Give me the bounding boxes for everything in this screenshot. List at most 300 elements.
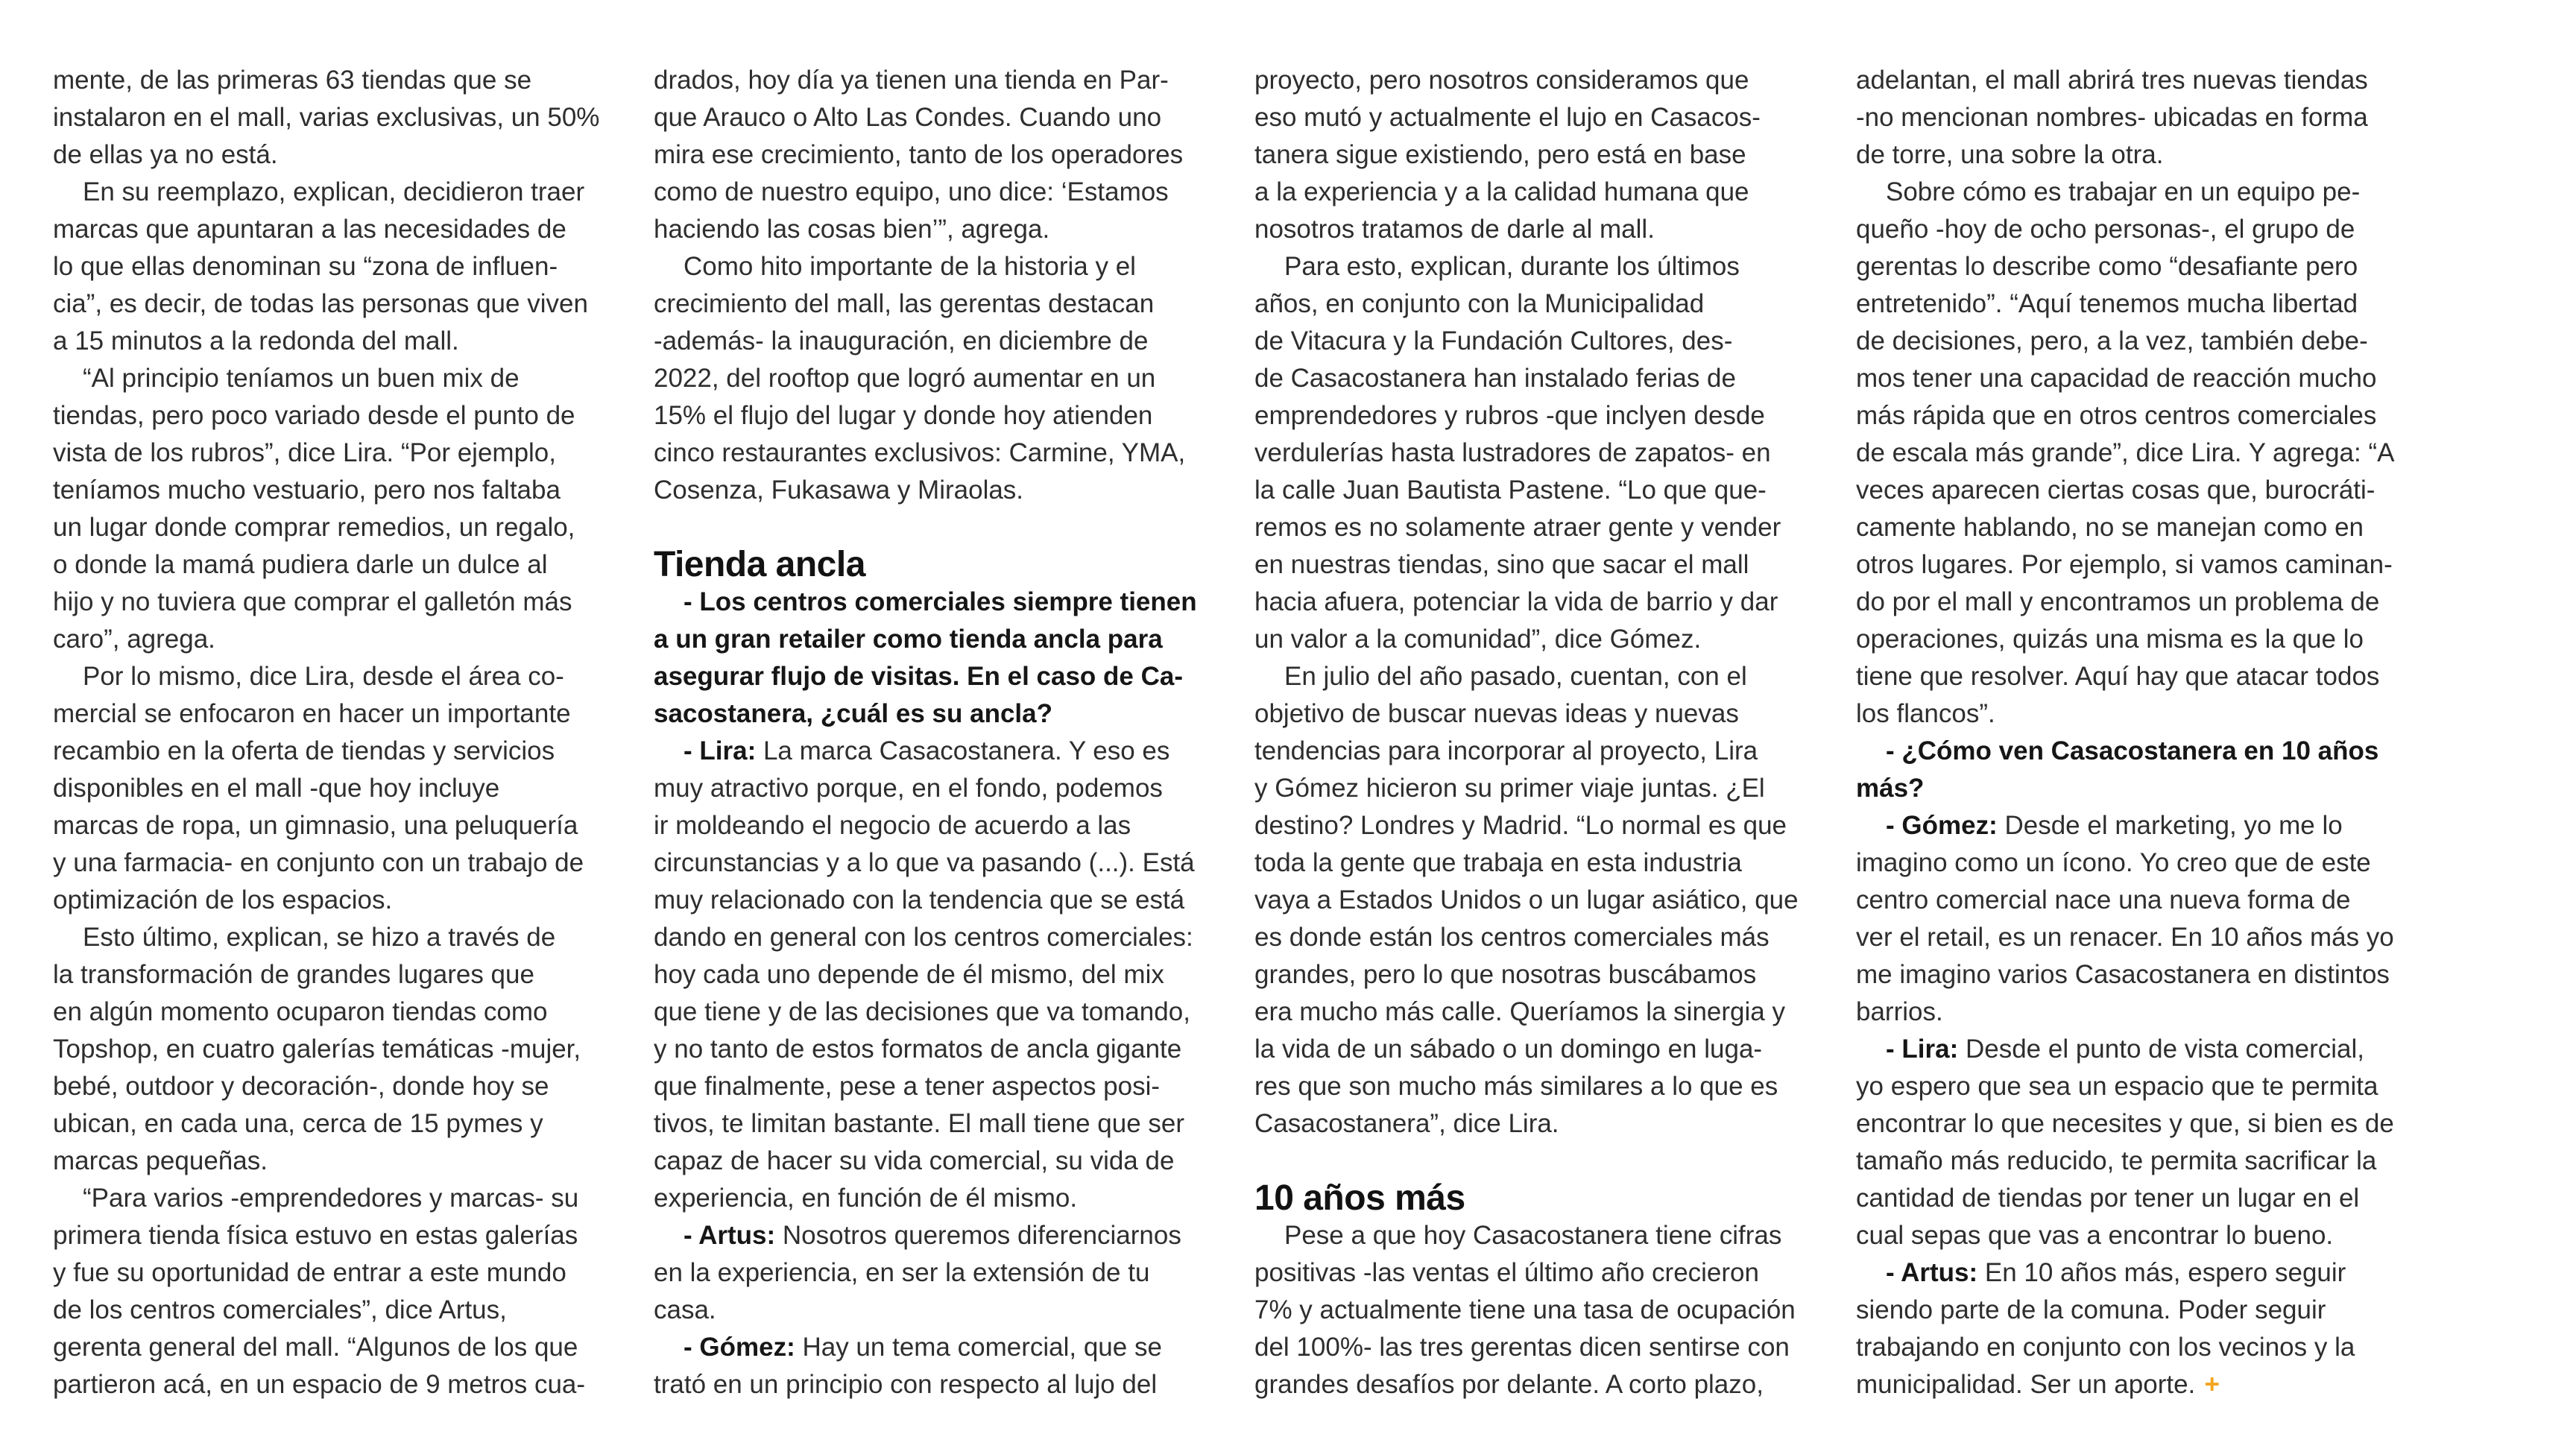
line-text: un valor a la comunidad”, dice Gómez. bbox=[1254, 625, 1702, 654]
text-line bbox=[53, 1366, 619, 1403]
text-line bbox=[1856, 435, 2422, 472]
text-line bbox=[53, 360, 619, 397]
line-text: y fue su oportunidad de entrar a este mundo bbox=[53, 1258, 566, 1287]
line-text: muy atractivo porque, en el fondo, podemos bbox=[654, 774, 1163, 803]
line-text: nosotros tratamos de darle al mall. bbox=[1254, 215, 1655, 244]
line-text: siendo parte de la comuna. Poder seguir bbox=[1856, 1295, 2326, 1324]
text-line bbox=[1254, 174, 1821, 211]
text-line bbox=[1254, 99, 1821, 136]
line-text: asegurar flujo de visitas. En el caso de Ca- bbox=[654, 662, 1183, 691]
section-heading: 10 años más bbox=[1254, 1178, 1465, 1218]
text-line bbox=[1856, 994, 2422, 1031]
paragraph bbox=[53, 62, 619, 174]
line-text: tiendas, pero poco variado desde el punto de bbox=[53, 401, 575, 430]
line-text: “Para varios -emprendedores y marcas- su bbox=[83, 1184, 579, 1213]
line-text: los flancos”. bbox=[1856, 699, 1995, 728]
line-text: era mucho más calle. Queríamos la sinergia y bbox=[1254, 997, 1785, 1026]
line-text: la transformación de grandes lugares que bbox=[53, 960, 534, 989]
text-line bbox=[1254, 546, 1821, 584]
speaker-label: - Lira: bbox=[684, 736, 757, 765]
text-line bbox=[53, 62, 619, 99]
line-text: tendencias para incorporar al proyecto, Lira bbox=[1254, 736, 1758, 765]
text-line bbox=[1856, 1292, 2422, 1329]
interview-answer bbox=[654, 1217, 1220, 1329]
text-line bbox=[1254, 285, 1821, 323]
speaker-label: - Gómez: bbox=[684, 1333, 795, 1362]
line-text: remos es no solamente atraer gente y vender bbox=[1254, 513, 1781, 542]
text-line bbox=[1856, 62, 2422, 99]
line-text: hoy cada uno depende de él mismo, del mix bbox=[654, 960, 1164, 989]
article-column-1 bbox=[53, 62, 619, 1403]
line-text: de decisiones, pero, a la vez, también debe- bbox=[1856, 326, 2368, 356]
line-text: ir moldeando el negocio de acuerdo a las bbox=[654, 811, 1131, 840]
text-line bbox=[53, 994, 619, 1031]
line-text: destino? Londres y Madrid. “Lo normal es que bbox=[1254, 811, 1787, 840]
text-line bbox=[1254, 1329, 1821, 1366]
line-text: centro comercial nace una nueva forma de bbox=[1856, 885, 2351, 915]
line-text: optimización de los espacios. bbox=[53, 885, 393, 915]
text-line bbox=[654, 844, 1220, 882]
line-text: vaya a Estados Unidos o un lugar asiático, que bbox=[1254, 885, 1799, 915]
interview-answer bbox=[1856, 1031, 2422, 1254]
text-line bbox=[654, 1180, 1220, 1217]
line-text: municipalidad. Ser un aporte. bbox=[1856, 1370, 2196, 1399]
text-line bbox=[1254, 956, 1821, 994]
text-line bbox=[1856, 509, 2422, 546]
text-line bbox=[1254, 509, 1821, 546]
paragraph bbox=[53, 174, 619, 360]
text-line bbox=[1856, 1366, 2422, 1403]
line-text: años, en conjunto con la Municipalidad bbox=[1254, 289, 1705, 318]
speaker-label: - Gómez: bbox=[1886, 811, 1998, 840]
line-text: tivos, te limitan bastante. El mall tiene que ser bbox=[654, 1109, 1185, 1138]
line-text: drados, hoy día ya tienen una tienda en Par- bbox=[654, 66, 1169, 95]
paragraph bbox=[1856, 62, 2422, 174]
line-text: 2022, del rooftop que logró aumentar en un bbox=[654, 364, 1156, 393]
line-text: Para esto, explican, durante los últimos bbox=[1284, 252, 1740, 281]
line-text: grandes desafíos por delante. A corto plazo, bbox=[1254, 1370, 1764, 1399]
text-line bbox=[1254, 882, 1821, 919]
text-line bbox=[654, 1105, 1220, 1143]
text-line bbox=[654, 248, 1220, 285]
text-line bbox=[654, 1292, 1220, 1329]
text-line bbox=[654, 1031, 1220, 1068]
paragraph bbox=[1254, 658, 1821, 1143]
line-text: Desde el punto de vista comercial, bbox=[1965, 1035, 2364, 1064]
paragraph bbox=[53, 1180, 619, 1403]
line-text: bebé, outdoor y decoración-, donde hoy se bbox=[53, 1072, 549, 1101]
line-text: Por lo mismo, dice Lira, desde el área co- bbox=[83, 662, 564, 691]
line-text: instalaron en el mall, varias exclusivas, un 50% bbox=[53, 103, 600, 132]
line-text: verdulerías hasta lustradores de zapatos- en bbox=[1254, 438, 1771, 467]
text-line bbox=[1856, 956, 2422, 994]
line-text: positivas -las ventas el último año crecieron bbox=[1254, 1258, 1759, 1287]
text-line bbox=[1254, 211, 1821, 248]
line-text: toda la gente que trabaja en esta industria bbox=[1254, 848, 1742, 877]
text-line bbox=[53, 472, 619, 509]
line-text: imagino como un ícono. Yo creo que de este bbox=[1856, 848, 2371, 877]
line-text: Hay un tema comercial, que se bbox=[802, 1333, 1162, 1362]
line-text: 7% y actualmente tiene una tasa de ocupación bbox=[1254, 1295, 1796, 1324]
line-text: La marca Casacostanera. Y eso es bbox=[763, 736, 1170, 765]
text-line bbox=[654, 1217, 1220, 1254]
text-line bbox=[53, 807, 619, 844]
text-line bbox=[1254, 360, 1821, 397]
paragraph bbox=[53, 360, 619, 658]
text-line bbox=[1856, 248, 2422, 285]
line-text: a la experiencia y a la calidad humana que bbox=[1254, 177, 1749, 206]
text-line bbox=[53, 584, 619, 621]
line-text: Esto último, explican, se hizo a través de bbox=[83, 923, 556, 952]
text-line bbox=[1254, 472, 1821, 509]
text-line bbox=[53, 1031, 619, 1068]
text-line bbox=[1856, 844, 2422, 882]
line-text: mos tener una capacidad de reacción mucho bbox=[1856, 364, 2377, 393]
line-text: mente, de las primeras 63 tiendas que se bbox=[53, 66, 532, 95]
text-line bbox=[654, 1254, 1220, 1292]
line-text: es donde están los centros comerciales más bbox=[1254, 923, 1770, 952]
line-text: cual sepas que vas a encontrar lo bueno. bbox=[1856, 1221, 2334, 1250]
line-text: mira ese crecimiento, tanto de los operadores bbox=[654, 140, 1184, 169]
line-text: Topshop, en cuatro galerías temáticas -mujer, bbox=[53, 1035, 581, 1064]
text-line bbox=[654, 360, 1220, 397]
text-line bbox=[1856, 285, 2422, 323]
line-text: disponibles en el mall -que hoy incluye bbox=[53, 774, 500, 803]
text-line bbox=[654, 323, 1220, 360]
text-line bbox=[654, 919, 1220, 956]
paragraph bbox=[654, 248, 1220, 509]
line-text: res que son mucho más similares a lo que es bbox=[1254, 1072, 1778, 1101]
line-text: objetivo de buscar nuevas ideas y nuevas bbox=[1254, 699, 1739, 728]
text-line bbox=[1856, 360, 2422, 397]
line-text: de los centros comerciales”, dice Artus, bbox=[53, 1295, 507, 1324]
text-line bbox=[53, 1143, 619, 1180]
line-text: a 15 minutos a la redonda del mall. bbox=[53, 326, 459, 356]
line-text: barrios. bbox=[1856, 997, 1943, 1026]
text-line bbox=[53, 397, 619, 435]
paragraph bbox=[53, 919, 619, 1180]
text-line bbox=[53, 621, 619, 658]
line-text: Nosotros queremos diferenciarnos bbox=[782, 1221, 1181, 1250]
line-text: crecimiento del mall, las gerentas destacan bbox=[654, 289, 1155, 318]
speaker-label: - Lira: bbox=[1886, 1035, 1959, 1064]
text-line bbox=[1856, 621, 2422, 658]
text-line bbox=[53, 1329, 619, 1366]
line-text: camente hablando, no se manejan como en bbox=[1856, 513, 2364, 542]
text-line bbox=[1254, 658, 1821, 695]
text-line bbox=[53, 1068, 619, 1105]
line-text: y no tanto de estos formatos de ancla gigante bbox=[654, 1035, 1182, 1064]
line-text: 15% el flujo del lugar y donde hoy atienden bbox=[654, 401, 1153, 430]
line-text: tamaño más reducido, te permita sacrificar la bbox=[1856, 1146, 2377, 1175]
line-text: la calle Juan Bautista Pastene. “Lo que que- bbox=[1254, 476, 1767, 505]
text-line bbox=[1856, 211, 2422, 248]
line-text: partieron acá, en un espacio de 9 metros cua- bbox=[53, 1370, 586, 1399]
line-text: haciendo las cosas bien’”, agrega. bbox=[654, 215, 1050, 244]
line-text: gerenta general del mall. “Algunos de los que bbox=[53, 1333, 578, 1362]
line-text: En julio del año pasado, cuentan, con el bbox=[1284, 662, 1747, 691]
line-text: recambio en la oferta de tiendas y servicios bbox=[53, 736, 555, 765]
text-line bbox=[1856, 919, 2422, 956]
text-line bbox=[654, 695, 1220, 733]
text-line bbox=[53, 919, 619, 956]
text-line bbox=[1254, 248, 1821, 285]
interview-answer bbox=[1856, 1254, 2422, 1403]
line-text: teníamos mucho vestuario, pero nos faltaba bbox=[53, 476, 561, 505]
line-text: ubican, en cada una, cerca de 15 pymes y bbox=[53, 1109, 543, 1138]
text-line bbox=[1856, 1180, 2422, 1217]
text-line bbox=[1856, 584, 2422, 621]
text-line bbox=[1856, 1143, 2422, 1180]
text-line bbox=[1856, 658, 2422, 695]
text-line bbox=[1254, 584, 1821, 621]
line-text: lo que ellas denominan su “zona de influen- bbox=[53, 252, 558, 281]
text-line bbox=[1856, 1329, 2422, 1366]
text-line bbox=[1856, 1031, 2422, 1068]
text-line bbox=[654, 770, 1220, 807]
text-line bbox=[1254, 994, 1821, 1031]
text-line bbox=[1856, 695, 2422, 733]
text-line bbox=[654, 435, 1220, 472]
line-text: caro”, agrega. bbox=[53, 625, 215, 654]
text-line bbox=[53, 770, 619, 807]
interview-question bbox=[1856, 733, 2422, 807]
text-line bbox=[53, 1105, 619, 1143]
section-heading: Tienda ancla bbox=[654, 545, 865, 584]
line-text: como de nuestro equipo, uno dice: ‘Estamos bbox=[654, 177, 1169, 206]
line-text: en nuestras tiendas, sino que sacar el mall bbox=[1254, 550, 1749, 579]
line-text: un lugar donde comprar remedios, un regalo, bbox=[53, 513, 575, 542]
line-text: grandes, pero lo que nosotras buscábamos bbox=[1254, 960, 1757, 989]
line-text: cantidad de tiendas por tener un lugar en el bbox=[1856, 1184, 2360, 1213]
interview-question bbox=[654, 584, 1220, 733]
line-text: En 10 años más, espero seguir bbox=[1984, 1258, 2346, 1287]
line-text: en la experiencia, en ser la extensión de tu bbox=[654, 1258, 1150, 1287]
line-text: -no mencionan nombres- ubicadas en forma bbox=[1856, 103, 2368, 132]
text-line bbox=[1254, 62, 1821, 99]
line-text: - Los centros comerciales siempre tienen bbox=[684, 587, 1197, 616]
line-text: entretenido”. “Aquí tenemos mucha libertad bbox=[1856, 289, 2358, 318]
text-line bbox=[654, 472, 1220, 509]
paragraph bbox=[1254, 248, 1821, 658]
line-text: En su reemplazo, explican, decidieron traer bbox=[83, 177, 585, 206]
line-text: hacia afuera, potenciar la vida de barrio y dar bbox=[1254, 587, 1778, 616]
line-text: Cosenza, Fukasawa y Miraolas. bbox=[654, 476, 1024, 505]
text-line bbox=[53, 248, 619, 285]
line-text: de Vitacura y la Fundación Cultores, des- bbox=[1254, 326, 1733, 356]
text-line bbox=[53, 733, 619, 770]
line-text: más rápida que en otros centros comerciales bbox=[1856, 401, 2377, 430]
line-text: “Al principio teníamos un buen mix de bbox=[83, 364, 520, 393]
speaker-label: - Artus: bbox=[684, 1221, 776, 1250]
line-text: trató en un principio con respecto al lujo del bbox=[654, 1370, 1158, 1399]
line-text: muy relacionado con la tendencia que se está bbox=[654, 885, 1185, 915]
line-text: trabajando en conjunto con los vecinos y la bbox=[1856, 1333, 2355, 1362]
text-line bbox=[654, 285, 1220, 323]
text-line bbox=[53, 1180, 619, 1217]
speaker-label: - Artus: bbox=[1886, 1258, 1978, 1287]
line-text: ver el retail, es un renacer. En 10 años más yo bbox=[1856, 923, 2394, 952]
text-line bbox=[53, 546, 619, 584]
line-text: do por el mall y encontramos un problema de bbox=[1856, 587, 2380, 616]
text-line bbox=[654, 211, 1220, 248]
line-text: en algún momento ocuparon tiendas como bbox=[53, 997, 548, 1026]
line-text: marcas que apuntaran a las necesidades de bbox=[53, 215, 566, 244]
text-line bbox=[1254, 1105, 1821, 1143]
line-text: emprendedores y rubros -que inclyen desde bbox=[1254, 401, 1765, 430]
line-text: de escala más grande”, dice Lira. Y agrega: “A bbox=[1856, 438, 2395, 467]
text-line bbox=[1254, 844, 1821, 882]
line-text: circunstancias y a lo que va pasando (...). Está bbox=[654, 848, 1195, 877]
text-line bbox=[1856, 733, 2422, 770]
text-line bbox=[654, 1366, 1220, 1403]
text-line bbox=[53, 136, 619, 174]
text-line bbox=[654, 882, 1220, 919]
text-line bbox=[53, 323, 619, 360]
line-text: hijo y no tuviera que comprar el galletón más bbox=[53, 587, 572, 616]
paragraph bbox=[1856, 174, 2422, 733]
text-line bbox=[53, 174, 619, 211]
text-line bbox=[1254, 807, 1821, 844]
text-line bbox=[1856, 99, 2422, 136]
text-line bbox=[1856, 323, 2422, 360]
paragraph bbox=[53, 658, 619, 919]
text-line bbox=[654, 174, 1220, 211]
text-line bbox=[1254, 136, 1821, 174]
text-line bbox=[1254, 770, 1821, 807]
text-line bbox=[1856, 546, 2422, 584]
text-line bbox=[1254, 695, 1821, 733]
text-line bbox=[654, 956, 1220, 994]
line-text: y una farmacia- en conjunto con un trabajo de bbox=[53, 848, 584, 877]
text-line bbox=[53, 1254, 619, 1292]
line-text: Desde el marketing, yo me lo bbox=[2004, 811, 2343, 840]
line-text: experiencia, en función de él mismo. bbox=[654, 1184, 1078, 1213]
line-text: veces aparecen ciertas cosas que, burocráti- bbox=[1856, 476, 2375, 505]
paragraph bbox=[654, 62, 1220, 248]
text-line bbox=[654, 733, 1220, 770]
article-column-2 bbox=[654, 62, 1220, 1403]
text-line bbox=[1856, 807, 2422, 844]
line-text: me imagino varios Casacostanera en distintos bbox=[1856, 960, 2390, 989]
text-line bbox=[1254, 621, 1821, 658]
text-line bbox=[654, 807, 1220, 844]
text-line bbox=[1254, 919, 1821, 956]
text-line bbox=[1856, 397, 2422, 435]
interview-answer bbox=[654, 1329, 1220, 1403]
text-line bbox=[654, 1068, 1220, 1105]
text-line bbox=[53, 211, 619, 248]
text-line bbox=[654, 658, 1220, 695]
interview-answer bbox=[654, 733, 1220, 1217]
text-line bbox=[654, 584, 1220, 621]
line-text: y Gómez hicieron su primer viaje juntas. ¿El bbox=[1254, 774, 1765, 803]
text-line bbox=[1856, 136, 2422, 174]
line-text: más? bbox=[1856, 774, 1925, 803]
text-line bbox=[1254, 1031, 1821, 1068]
line-text: cia”, es decir, de todas las personas que viven bbox=[53, 289, 588, 318]
text-line bbox=[53, 844, 619, 882]
line-text: casa. bbox=[654, 1295, 716, 1324]
article-column-4 bbox=[1856, 62, 2422, 1403]
line-text: de Casacostanera han instalado ferias de bbox=[1254, 364, 1736, 393]
text-line bbox=[53, 695, 619, 733]
text-line bbox=[1254, 733, 1821, 770]
text-line bbox=[1856, 770, 2422, 807]
article-column-3 bbox=[1254, 62, 1821, 1403]
line-text: de ellas ya no está. bbox=[53, 140, 278, 169]
line-text: de torre, una sobre la otra. bbox=[1856, 140, 2164, 169]
text-line bbox=[1254, 1068, 1821, 1105]
line-text: otros lugares. Por ejemplo, si vamos caminan- bbox=[1856, 550, 2393, 579]
text-line bbox=[1254, 1366, 1821, 1403]
text-line bbox=[1856, 1254, 2422, 1292]
line-text: que tiene y de las decisiones que va tomando, bbox=[654, 997, 1190, 1026]
line-text: Pese a que hoy Casacostanera tiene cifras bbox=[1284, 1221, 1782, 1250]
text-line bbox=[53, 435, 619, 472]
text-line bbox=[654, 99, 1220, 136]
line-text: marcas de ropa, un gimnasio, una peluquería bbox=[53, 811, 578, 840]
text-line bbox=[1254, 323, 1821, 360]
text-line bbox=[1254, 1217, 1821, 1254]
line-text: la vida de un sábado o un domingo en luga- bbox=[1254, 1035, 1763, 1064]
line-text: queño -hoy de ocho personas-, el grupo de bbox=[1856, 215, 2355, 244]
text-line bbox=[53, 285, 619, 323]
text-line bbox=[1856, 1217, 2422, 1254]
text-line bbox=[1254, 435, 1821, 472]
line-text: Sobre cómo es trabajar en un equipo pe- bbox=[1886, 177, 2361, 206]
text-line bbox=[1254, 1254, 1821, 1292]
text-line bbox=[53, 882, 619, 919]
line-text: eso mutó y actualmente el lujo en Casacos- bbox=[1254, 103, 1761, 132]
line-text: encontrar lo que necesites y que, si bien es de bbox=[1856, 1109, 2394, 1138]
line-text: - ¿Cómo ven Casacostanera en 10 años bbox=[1886, 736, 2379, 765]
line-text: dando en general con los centros comerciales: bbox=[654, 923, 1193, 952]
line-text: Casacostanera”, dice Lira. bbox=[1254, 1109, 1559, 1138]
text-line bbox=[654, 136, 1220, 174]
text-line bbox=[53, 658, 619, 695]
line-text: que finalmente, pese a tener aspectos posi- bbox=[654, 1072, 1161, 1101]
paragraph bbox=[1254, 1217, 1821, 1403]
text-line bbox=[654, 1143, 1220, 1180]
line-text: marcas pequeñas. bbox=[53, 1146, 268, 1175]
text-line bbox=[1856, 1105, 2422, 1143]
line-text: -además- la inauguración, en diciembre de bbox=[654, 326, 1149, 356]
interview-answer bbox=[1856, 807, 2422, 1031]
line-text: gerentas lo describe como “desafiante pero bbox=[1856, 252, 2358, 281]
text-line bbox=[53, 956, 619, 994]
text-line bbox=[654, 621, 1220, 658]
line-text: capaz de hacer su vida comercial, su vida de bbox=[654, 1146, 1175, 1175]
text-line bbox=[1856, 882, 2422, 919]
line-text: cinco restaurantes exclusivos: Carmine, YMA, bbox=[654, 438, 1186, 467]
text-line bbox=[53, 99, 619, 136]
text-line bbox=[1856, 174, 2422, 211]
line-text: primera tienda física estuvo en estas galerías bbox=[53, 1221, 578, 1250]
text-line bbox=[654, 397, 1220, 435]
text-line bbox=[1856, 1068, 2422, 1105]
paragraph bbox=[1254, 62, 1821, 248]
line-text: yo espero que sea un espacio que te permita bbox=[1856, 1072, 2378, 1101]
line-text: mercial se enfocaron en hacer un importante bbox=[53, 699, 571, 728]
text-line bbox=[1856, 472, 2422, 509]
line-text: del 100%- las tres gerentas dicen sentirse con bbox=[1254, 1333, 1790, 1362]
text-line bbox=[53, 509, 619, 546]
text-line bbox=[53, 1292, 619, 1329]
end-of-article-mark-icon: + bbox=[2204, 1370, 2220, 1399]
text-line bbox=[654, 994, 1220, 1031]
line-text: sacostanera, ¿cuál es su ancla? bbox=[654, 699, 1052, 728]
